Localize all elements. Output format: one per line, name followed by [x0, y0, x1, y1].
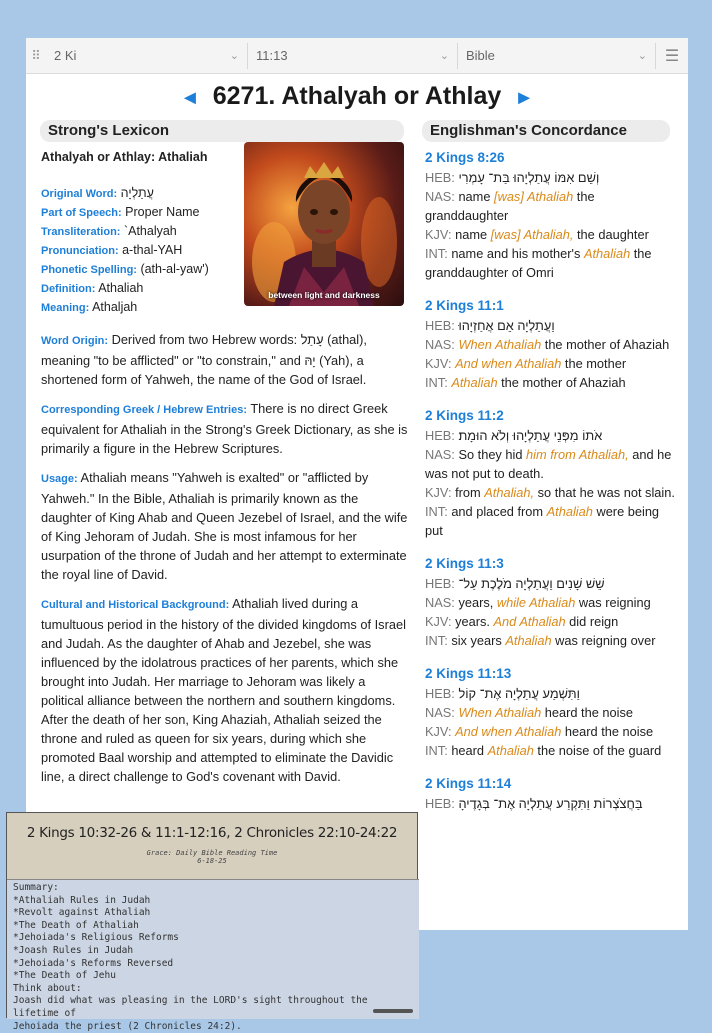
- transliteration-field: [41, 222, 241, 241]
- nas-line: [425, 187, 680, 225]
- line-tag: INT:: [425, 375, 452, 390]
- line-tag: HEB:: [425, 318, 459, 333]
- verse-text: and he was not put to death.: [425, 447, 672, 481]
- verse-text: six years: [451, 633, 506, 648]
- field-label: Phonetic Spelling:: [41, 264, 137, 276]
- verse-text: So they hid: [458, 447, 527, 462]
- page-title-text: 6271. Athalyah or Athlay: [212, 82, 502, 110]
- summary-line: *The Death of Jehu: [13, 970, 116, 982]
- hebrew-text: אֹתוֹ מִפְּנֵי עֲתַלְיָהוּ וְלֹא הוּמָת׃: [458, 428, 603, 443]
- summary-line: *Joash Rules in Judah: [13, 944, 134, 956]
- field-value: Athaljah: [92, 300, 138, 314]
- menu-icon[interactable]: ☰: [664, 47, 680, 65]
- background-section: [41, 594, 409, 786]
- nas-line: [425, 335, 680, 354]
- card-subtitle-line: Grace: Daily Bible Reading Time: [146, 849, 278, 857]
- int-line: [425, 631, 680, 650]
- verse-text: name: [455, 227, 491, 242]
- verse-text: years.: [455, 614, 494, 629]
- reading-plan-card: [6, 812, 418, 1032]
- kjv-line: [425, 722, 680, 741]
- field-label: Pronunciation:: [41, 245, 119, 257]
- toolbar: [26, 38, 688, 74]
- chevron-down-icon: ⌄: [229, 50, 239, 62]
- concordance-entry: [425, 406, 680, 540]
- page-title: [26, 82, 688, 111]
- verse-reference-link[interactable]: 2 Kings 8:26: [425, 150, 505, 165]
- concordance-list: [425, 148, 680, 827]
- hebrew-line: [425, 794, 680, 813]
- pronunciation-field: [41, 241, 241, 260]
- book-select[interactable]: [46, 43, 248, 69]
- hebrew-line: [425, 684, 680, 703]
- field-label: Part of Speech:: [41, 207, 122, 219]
- highlighted-word[interactable]: [was] Athaliah,: [490, 227, 574, 242]
- highlighted-word[interactable]: [was] Athaliah: [494, 189, 574, 204]
- kjv-line: [425, 612, 680, 631]
- part-of-speech-field: [41, 203, 241, 222]
- highlighted-word[interactable]: Athaliah: [451, 375, 498, 390]
- highlighted-word[interactable]: And Athaliah: [493, 614, 566, 629]
- nas-line: [425, 593, 680, 612]
- summary-line: *Jehoiada's Religious Reforms: [13, 932, 179, 944]
- line-tag: HEB:: [425, 170, 459, 185]
- section-label: Word Origin:: [41, 335, 109, 347]
- verse-text: and placed from: [451, 504, 547, 519]
- section-text: Athaliah lived during a tumultuous period in the history of the divided kingdoms of Israel and Judah. As the daughter of Ahab and Jezebel, she was influenced by the idolatrous practices of her parents, which she brought into Judah. Her marriage to Jehoram was likely a political alliance between the northern and southern kingdoms. After the death of her son, King Ahaziah, Athaliah seized the throne and ruled as queen for six years, during which she promoted Baal worship and attempted to eliminate the Davidic line, a direct challenge to God's covenant with David.: [41, 596, 406, 784]
- highlighted-word[interactable]: Athaliah: [583, 246, 631, 261]
- summary-line: Summary:: [13, 882, 59, 893]
- definition-field: [41, 279, 241, 298]
- field-label: Original Word:: [41, 188, 118, 200]
- verse-text: heard the noise: [541, 705, 633, 720]
- highlighted-word[interactable]: Athaliah: [487, 743, 534, 758]
- field-value: (ath-al-yaw'): [140, 262, 209, 276]
- verse-reference-link[interactable]: 2 Kings 11:2: [425, 408, 504, 423]
- verse-text: was reigning over: [551, 633, 656, 648]
- greek-hebrew-entries-section: [41, 399, 409, 458]
- hebrew-text: שֵׁשׁ שָׁנִים וַעֲתַלְיָה מֹלֶכֶת עַל־: [458, 576, 605, 591]
- highlighted-word[interactable]: When Athaliah: [458, 705, 542, 720]
- concordance-entry: [425, 148, 680, 282]
- verse-text: the mother of Ahaziah: [497, 375, 626, 390]
- hebrew-line: [425, 426, 680, 445]
- next-entry-arrow-icon[interactable]: ►: [514, 87, 535, 109]
- concordance-header: Englishman's Concordance: [422, 120, 670, 142]
- field-label: Meaning:: [41, 302, 90, 314]
- chapter-verse-select[interactable]: [248, 43, 458, 69]
- word-origin-section: [41, 330, 409, 389]
- summary-line: *Jehoiada's Reforms Reversed: [13, 957, 174, 969]
- version-value: Bible: [466, 48, 495, 63]
- grid-handle-icon[interactable]: ⠿: [31, 47, 41, 63]
- verse-text: were being put: [425, 504, 660, 538]
- summary-line: Jehoiada the priest (2 Chronicles 24:2).: [13, 1020, 242, 1032]
- verse-text: the daughter: [573, 227, 649, 242]
- line-tag: NAS:: [425, 595, 459, 610]
- highlighted-word[interactable]: while Athaliah: [496, 595, 576, 610]
- field-value: עֲתַלְיָה: [120, 186, 154, 200]
- highlighted-word[interactable]: Athaliah: [505, 633, 552, 648]
- line-tag: HEB:: [425, 686, 459, 701]
- section-label: Corresponding Greek / Hebrew Entries:: [41, 404, 247, 416]
- card-subtitle: [7, 849, 417, 865]
- lexicon-body: [41, 330, 409, 796]
- hebrew-text: וַתִּשְׁמַע עֲתַלְיָה אֶת־ קוֹל: [458, 686, 580, 701]
- int-line: [425, 502, 680, 540]
- line-tag: INT:: [425, 504, 452, 519]
- card-title: 2 Kings 10:32-26 & 11:1-12:16, 2 Chronicles 22:10-24:22: [26, 825, 398, 841]
- verse-reference-link[interactable]: 2 Kings 11:1: [425, 298, 504, 313]
- line-tag: HEB:: [425, 428, 459, 443]
- int-line: [425, 373, 680, 392]
- verse-text: heard the noise: [561, 724, 654, 739]
- verse-text: the mother: [561, 356, 627, 371]
- field-value: a-thal-YAH: [122, 243, 183, 257]
- hebrew-line: [425, 168, 680, 187]
- hebrew-text: וְשֵׁם אִמּוֹ עֲתַלְיָהוּ בַּת־ עָמְרִי: [458, 170, 600, 185]
- verse-text: the mother of Ahaziah: [541, 337, 670, 352]
- field-value: Athaliah: [98, 281, 144, 295]
- verse-text: name and his mother's: [451, 246, 584, 261]
- concordance-entry: [425, 554, 680, 650]
- verse-text: from: [455, 485, 485, 500]
- meaning-field: [41, 298, 241, 317]
- concordance-entry: [425, 664, 680, 760]
- line-tag: HEB:: [425, 796, 459, 811]
- field-value: `Athalyah: [123, 224, 177, 238]
- highlighted-word[interactable]: When Athaliah: [458, 337, 542, 352]
- verse-text: heard: [451, 743, 488, 758]
- card-summary: [7, 879, 419, 1032]
- field-label: Definition:: [41, 283, 96, 295]
- verse-text: the noise of the guard: [533, 743, 662, 758]
- line-tag: INT:: [425, 743, 452, 758]
- chevron-down-icon: ⌄: [439, 50, 449, 62]
- int-line: [425, 741, 680, 760]
- summary-line: *Revolt against Athaliah: [13, 907, 151, 919]
- athaliah-portrait-image: [244, 142, 404, 306]
- line-tag: INT:: [425, 633, 452, 648]
- kjv-line: [425, 354, 680, 373]
- verse-reference-link[interactable]: 2 Kings 11:14: [425, 776, 512, 791]
- scroll-handle[interactable]: [373, 1009, 413, 1013]
- verse-text: the granddaughter: [425, 189, 595, 223]
- line-tag: HEB:: [425, 576, 459, 591]
- phonetic-spelling-field: [41, 260, 241, 279]
- highlighted-word[interactable]: And when Athaliah: [455, 724, 562, 739]
- line-tag: NAS:: [425, 447, 459, 462]
- field-value: Proper Name: [125, 205, 200, 219]
- section-label: Usage:: [41, 473, 78, 485]
- section-text: Athaliah means "Yahweh is exalted" or "afflicted by Yahweh." In the Bible, Athaliah is primarily known as the daughter of King Ahab and Queen Jezebel of Israel, and the wife of King Jehoram of Judah. She is most infamous for her usurpation of the throne of Judah and her attempt to exterminate the royal line of David.: [41, 470, 408, 582]
- hebrew-line: [425, 316, 680, 335]
- hebrew-text: בַּחֲצֹצְרוֹת וַתִּקְרַע עֲתַלְיָה אֶת־ בְּגָדֶיהָ: [458, 796, 643, 811]
- section-text: There is no direct Greek equivalent for Athaliah in the Strong's Greek Dictionary, as she is primarily a figure in the Hebrew Scriptures.: [41, 401, 408, 456]
- line-tag: KJV:: [425, 356, 456, 371]
- line-tag: KJV:: [425, 614, 456, 629]
- version-select[interactable]: [458, 43, 656, 69]
- nas-line: [425, 703, 680, 722]
- highlighted-word[interactable]: him from Athaliah,: [526, 447, 629, 462]
- line-tag: NAS:: [425, 705, 459, 720]
- book-select-value: 2 Ki: [54, 48, 77, 63]
- original-word-field: [41, 184, 241, 203]
- field-label: Transliteration:: [41, 226, 121, 238]
- summary-line: *Athaliah Rules in Judah: [13, 894, 151, 906]
- verse-text: was reigning: [575, 595, 651, 610]
- summary-line: Think about:: [13, 982, 82, 994]
- nas-line: [425, 445, 680, 483]
- verse-reference-link[interactable]: 2 Kings 11:13: [425, 666, 512, 681]
- verse-text: so that he was not slain.: [534, 485, 675, 500]
- usage-section: [41, 468, 409, 584]
- concordance-entry: [425, 296, 680, 392]
- lexicon-fields: [41, 184, 241, 317]
- lexicon-header: Strong's Lexicon: [40, 120, 404, 142]
- section-text: Derived from two Hebrew words: עָתַל (athal), meaning "to be afflicted" or "to constrain," and יָהּ (Yah), a shortened form of Yahweh, the name of the God of Israel.: [41, 332, 367, 387]
- hebrew-text: וַעֲתַלְיָה אֵם אֲחַזְיָהוּ: [458, 318, 555, 333]
- line-tag: NAS:: [425, 337, 459, 352]
- verse-text: did reign: [565, 614, 619, 629]
- verse-text: the granddaughter of Omri: [425, 246, 652, 280]
- kjv-line: [425, 225, 680, 244]
- line-tag: KJV:: [425, 724, 456, 739]
- lexicon-page: [26, 38, 688, 930]
- line-tag: INT:: [425, 246, 452, 261]
- image-caption: between light and darkness: [268, 290, 380, 300]
- chevron-down-icon: ⌄: [637, 50, 647, 62]
- hebrew-line: [425, 574, 680, 593]
- concordance-entry: [425, 774, 680, 813]
- lexicon-subtitle: Athalyah or Athlay: Athaliah: [41, 150, 208, 164]
- highlighted-word[interactable]: And when Athaliah: [455, 356, 562, 371]
- verse-text: name: [458, 189, 495, 204]
- prev-entry-arrow-icon[interactable]: ◄: [179, 87, 200, 109]
- section-label: Cultural and Historical Background:: [41, 599, 230, 611]
- highlighted-word[interactable]: Athaliah: [546, 504, 593, 519]
- int-line: [425, 244, 680, 282]
- highlighted-word[interactable]: Athaliah,: [484, 485, 535, 500]
- summary-line: *The Death of Athaliah: [13, 919, 139, 931]
- line-tag: KJV:: [425, 227, 456, 242]
- chapter-verse-value: 11:13: [256, 48, 288, 63]
- card-date: 6-18-25: [197, 857, 227, 865]
- line-tag: KJV:: [425, 485, 456, 500]
- verse-reference-link[interactable]: 2 Kings 11:3: [425, 556, 504, 571]
- kjv-line: [425, 483, 680, 502]
- verse-text: years,: [458, 595, 497, 610]
- line-tag: NAS:: [425, 189, 459, 204]
- summary-line: Joash did what was pleasing in the LORD's sight throughout the lifetime of: [13, 995, 368, 1019]
